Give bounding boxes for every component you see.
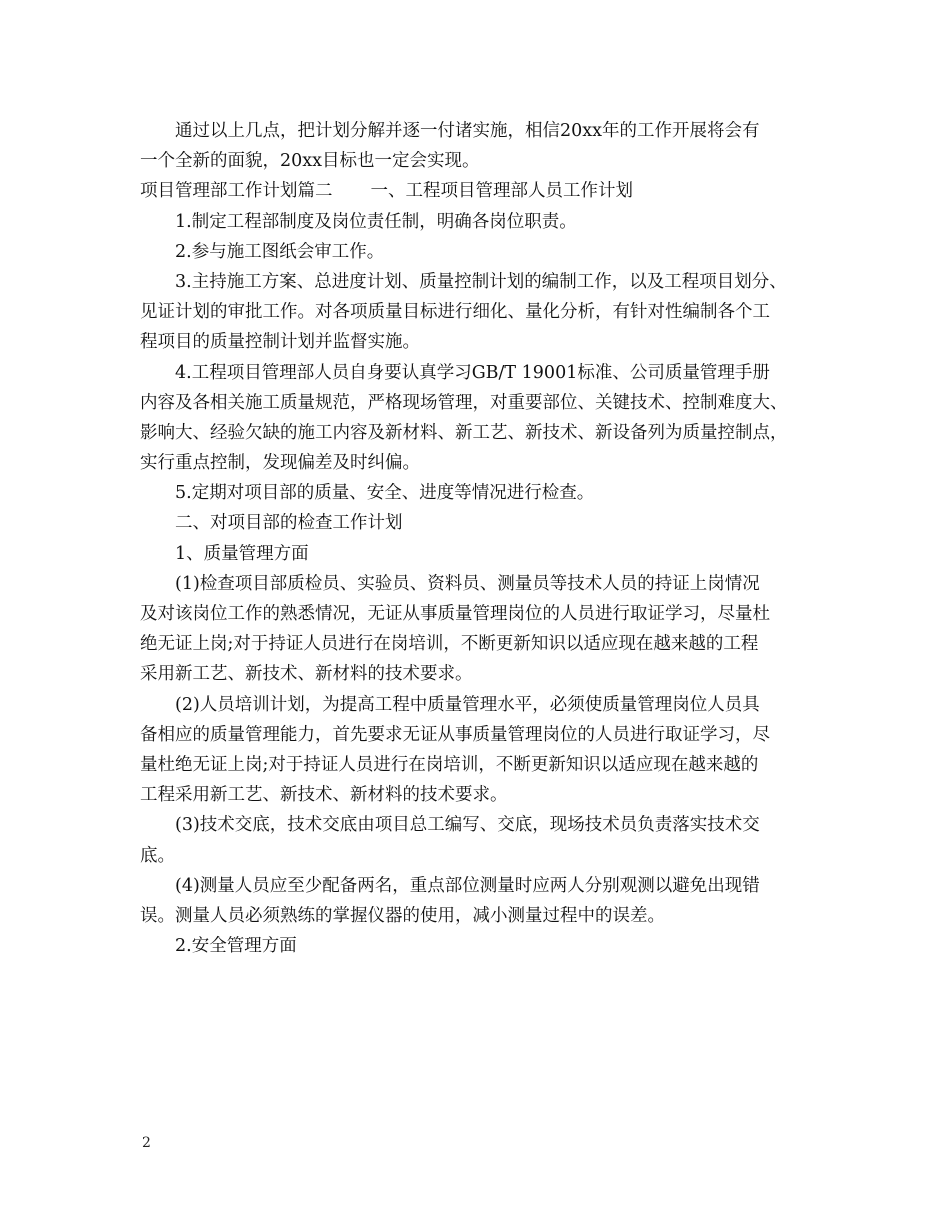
section-title: 项目管理部工作计划篇二 <box>140 181 333 202</box>
list-item: (1)检查项目部质检员、实验员、资料员、测量员等技术人员的持证上岗情况 <box>175 573 760 594</box>
section-heading: 二、对项目部的检查工作计划 <box>175 513 403 534</box>
paragraph-line: 误。测量人员必须熟练的掌握仪器的使用，减小测量过程中的误差。 <box>140 905 665 926</box>
paragraph-line: 量杜绝无证上岗;对于持证人员进行在岗培训，不断更新知识以适应现在越来越的 <box>140 754 759 775</box>
paragraph-line: 及对该岗位工作的熟悉情况，无证从事质量管理岗位的人员进行取证学习，尽量杜 <box>140 604 770 624</box>
subsection-heading: 2.安全管理方面 <box>175 936 297 957</box>
subsection-heading: 1、质量管理方面 <box>175 543 309 564</box>
paragraph-line: 备相应的质量管理能力，首先要求无证从事质量管理岗位的人员进行取证学习，尽 <box>140 724 770 745</box>
page-number: 2 <box>142 1135 151 1151</box>
paragraph-line: 实行重点控制，发现偏差及时纠偏。 <box>140 453 420 474</box>
paragraph-line: 通过以上几点，把计划分解并逐一付诸实施，相信20xx年的工作开展将会有 <box>175 121 760 141</box>
paragraph-line: 底。 <box>140 845 175 866</box>
subsection-title: 一、工程项目管理部人员工作计划 <box>370 181 633 202</box>
paragraph-line: 程项目的质量控制计划并监督实施。 <box>140 332 420 353</box>
section-heading <box>140 176 820 206</box>
paragraph-line: 影响大、经验欠缺的施工内容及新材料、新工艺、新技术、新设备列为质量控制点， <box>140 422 788 443</box>
list-item: 3.主持施工方案、总进度计划、质量控制计划的编制工作，以及工程项目划分、 <box>175 271 787 292</box>
paragraph-line: 内容及各相关施工质量规范，严格现场管理，对重要部位、关键技术、控制难度大、 <box>140 392 788 413</box>
list-item: (2)人员培训计划，为提高工程中质量管理水平，必须使质量管理岗位人员具 <box>175 694 760 715</box>
paragraph-line: 绝无证上岗;对于持证人员进行在岗培训，不断更新知识以适应现在越来越的工程 <box>140 634 759 655</box>
list-item: 4.工程项目管理部人员自身要认真学习GB/T 19001标准、公司质量管理手册 <box>175 362 770 383</box>
paragraph-line: 工程采用新工艺、新技术、新材料的技术要求。 <box>140 785 508 806</box>
paragraph-line: 采用新工艺、新技术、新材料的技术要求。 <box>140 664 473 685</box>
list-item: 1.制定工程部制度及岗位责任制，明确各岗位职责。 <box>175 211 577 232</box>
list-item: (4)测量人员应至少配备两名，重点部位测量时应两人分别观测以避免出现错 <box>175 875 760 896</box>
document-body <box>140 116 820 961</box>
list-item: 5.定期对项目部的质量、安全、进度等情况进行检查。 <box>175 483 595 504</box>
paragraph-line: 见证计划的审批工作。对各项质量目标进行细化、量化分析，有针对性编制各个工 <box>140 302 770 323</box>
paragraph-line: 一个全新的面貌，20xx目标也一定会实现。 <box>140 151 480 172</box>
list-item: 2.参与施工图纸会审工作。 <box>175 241 385 262</box>
list-item: (3)技术交底，技术交底由项目总工编写、交底，现场技术员负责落实技术交 <box>175 815 760 836</box>
